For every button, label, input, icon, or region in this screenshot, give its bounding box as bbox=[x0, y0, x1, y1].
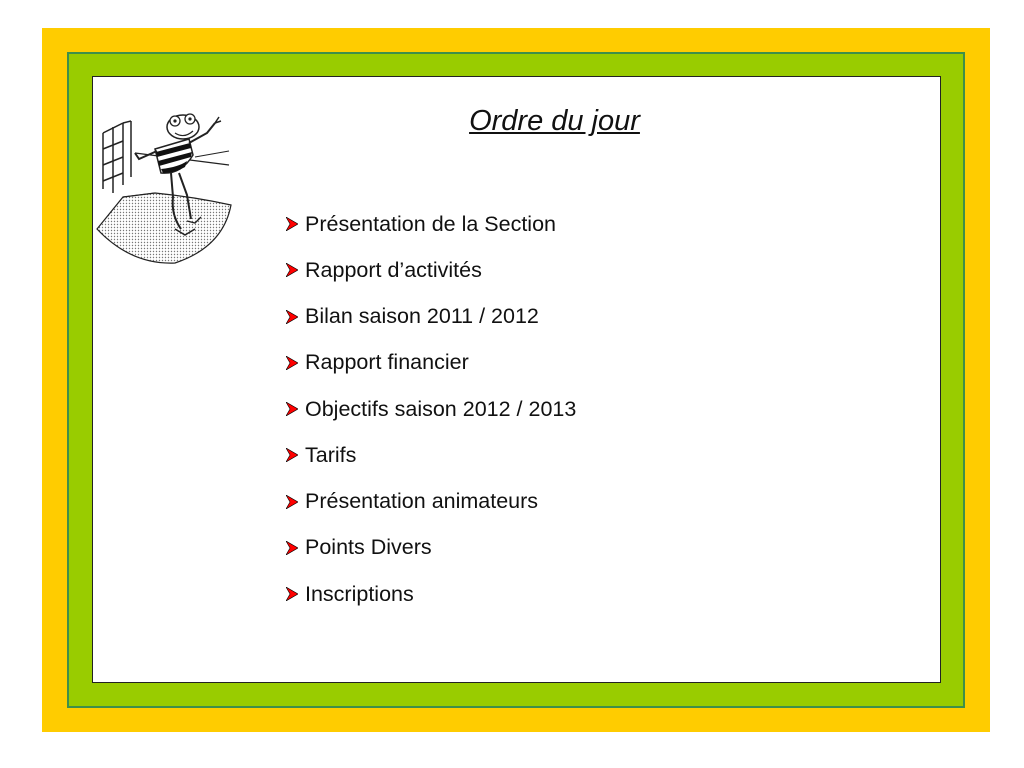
arrowhead-bullet-icon bbox=[286, 495, 298, 509]
slide-panel bbox=[92, 76, 941, 683]
list-item bbox=[286, 247, 576, 293]
list-item bbox=[286, 340, 576, 386]
arrowhead-bullet-icon bbox=[286, 310, 298, 324]
list-item-label: Tarifs bbox=[305, 442, 357, 467]
list-item bbox=[286, 432, 576, 478]
arrowhead-bullet-icon bbox=[286, 217, 298, 231]
list-item bbox=[286, 479, 576, 525]
list-item bbox=[286, 525, 576, 571]
list-item bbox=[286, 571, 576, 617]
arrowhead-bullet-icon bbox=[286, 448, 298, 462]
slide-title: Ordre du jour bbox=[469, 105, 640, 137]
arrowhead-bullet-icon bbox=[286, 263, 298, 277]
agenda-list bbox=[286, 201, 576, 617]
list-item-label: Points Divers bbox=[305, 535, 432, 560]
list-item-label: Présentation de la Section bbox=[305, 211, 556, 236]
list-item bbox=[286, 294, 576, 340]
list-item bbox=[286, 386, 576, 432]
list-item-label: Rapport financier bbox=[305, 350, 469, 375]
list-item bbox=[286, 201, 576, 247]
arrowhead-bullet-icon bbox=[286, 541, 298, 555]
list-item-label: Rapport d’activités bbox=[305, 257, 482, 282]
arrowhead-bullet-icon bbox=[286, 402, 298, 416]
list-item-label: Inscriptions bbox=[305, 581, 414, 606]
list-item-label: Présentation animateurs bbox=[305, 489, 539, 514]
arrowhead-bullet-icon bbox=[286, 356, 298, 370]
list-item-label: Bilan saison 2011 / 2012 bbox=[305, 304, 539, 329]
list-item-label: Objectifs saison 2012 / 2013 bbox=[305, 396, 577, 421]
arrowhead-bullet-icon bbox=[286, 587, 298, 601]
